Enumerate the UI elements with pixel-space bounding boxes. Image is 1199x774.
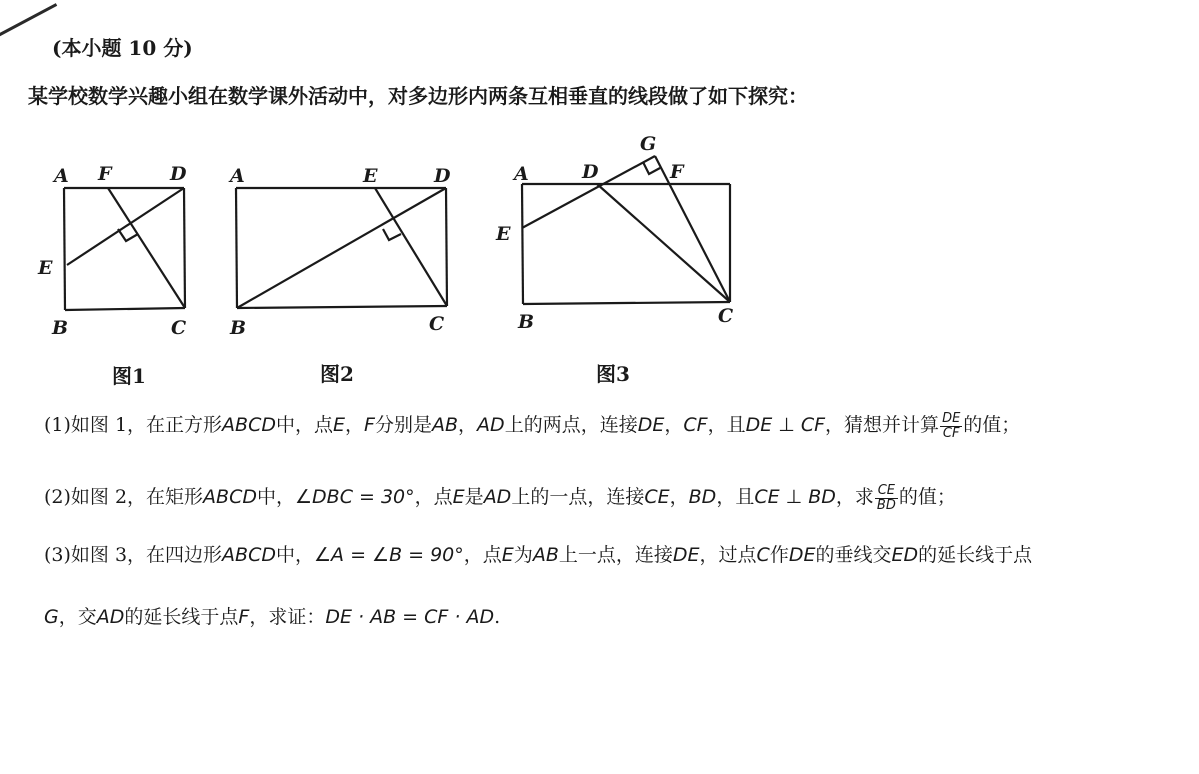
segment-de <box>67 188 184 265</box>
question-2: (2)如图 2，在矩形ABCD中，∠DBC = 30°，点E是AD上的一点，连接CE，BD，且CE ⊥ BD，求 $\frac{CE}{BD}$ 的值； <box>44 482 956 513</box>
label-b: B <box>518 311 535 333</box>
fraction-de-cf: $\frac{DE}{CF}$ <box>942 410 961 441</box>
question-3-line-2: G，交AD的延长线于点F，求证：DE · AB = CF · AD. <box>44 606 501 628</box>
label-d: D <box>170 163 187 185</box>
problem-intro: 某学校数学兴趣小组在数学课外活动中，对多边形内两条互相垂直的线段做了如下探究： <box>28 84 808 108</box>
figure-2 <box>220 150 470 350</box>
question-3: (3)如图 3，在四边形ABCD中，∠A = ∠B = 90°，点E为AB上一点，连接DE，过点C作DE的垂线交ED的延长线于点 <box>44 544 1033 566</box>
fraction-ce-bd: $\frac{CE}{BD}$ <box>876 482 896 513</box>
right-angle-mark <box>383 229 401 240</box>
label-a: A <box>230 165 245 187</box>
label-c: C <box>429 313 445 335</box>
label-b: B <box>52 317 69 339</box>
problem-header: (本小题 10 分) <box>52 36 193 60</box>
label-e: E <box>496 223 511 245</box>
segment-ce <box>375 188 447 306</box>
label-f: F <box>670 161 684 183</box>
label-c: C <box>718 305 734 327</box>
label-a: A <box>514 163 529 185</box>
label-g: G <box>640 133 657 155</box>
label-f: F <box>98 163 112 185</box>
question-1: (1)如图 1，在正方形ABCD中，点E，F分别是AB，AD上的两点，连接DE，CF，且DE ⊥ CF，猜想并计算 $\frac{DE}{CF}$ 的值； <box>44 410 1021 441</box>
label-a: A <box>54 165 69 187</box>
figure-3-caption: 图3 <box>596 362 630 386</box>
segment-dc <box>597 184 730 302</box>
corner-mark <box>0 3 57 39</box>
label-d: D <box>582 161 599 183</box>
label-e: E <box>38 257 53 279</box>
figure-1 <box>30 150 210 350</box>
figure-3 <box>490 130 760 340</box>
segment-bd <box>237 188 446 308</box>
label-e: E <box>363 165 378 187</box>
segment-cg <box>655 156 730 302</box>
label-d: D <box>434 165 451 187</box>
segment-cf <box>108 188 185 308</box>
right-angle-mark <box>643 162 660 174</box>
label-b: B <box>230 317 247 339</box>
figure-2-caption: 图2 <box>320 362 354 386</box>
label-c: C <box>171 317 187 339</box>
figure-1-caption: 图1 <box>112 364 146 388</box>
